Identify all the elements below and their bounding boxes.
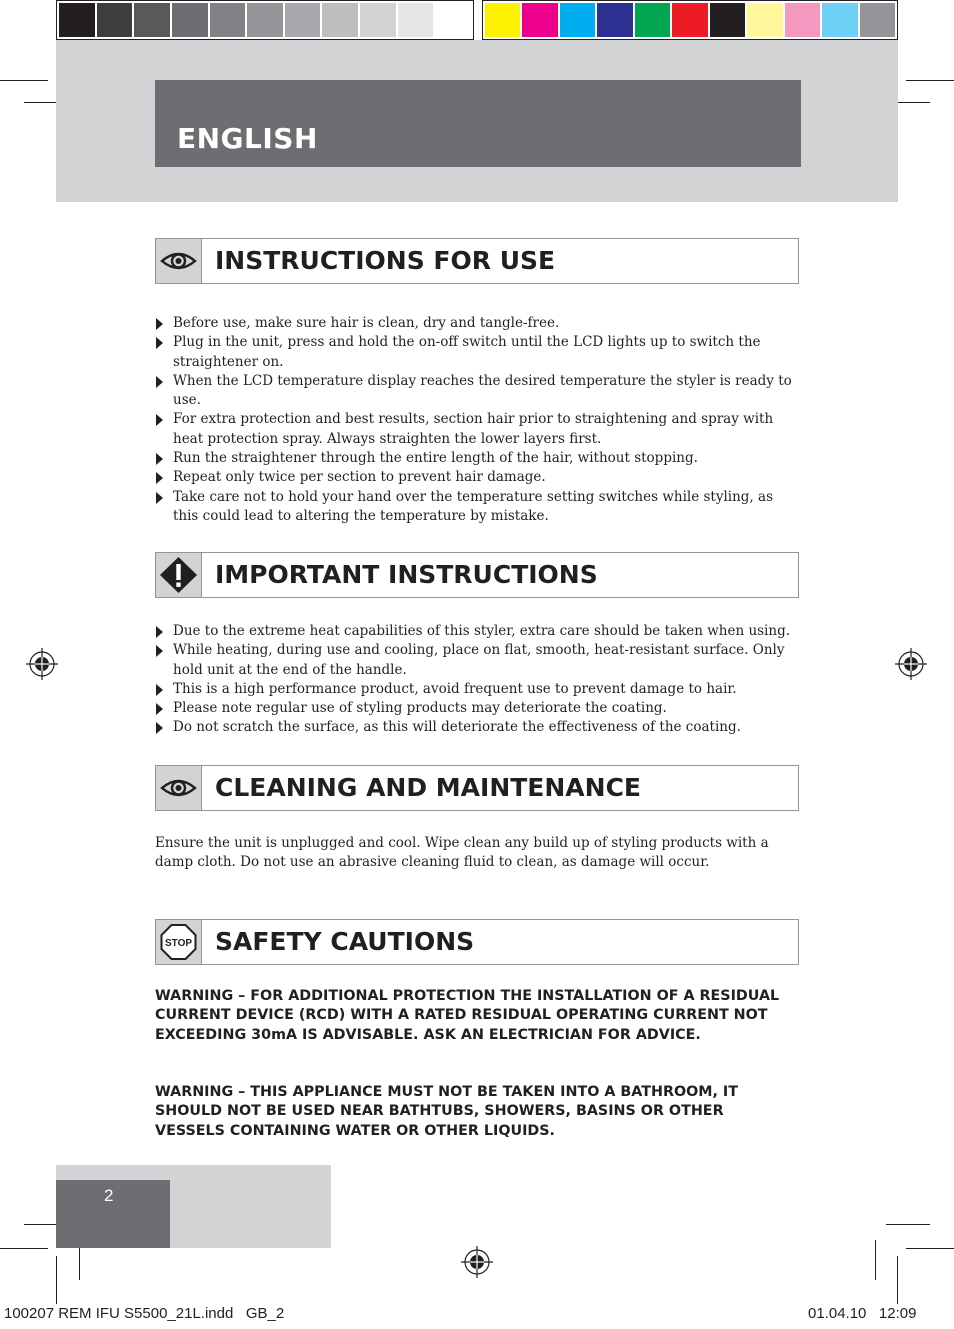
list-item: Take care not to hold your hand over the temperature setting switches while styling, as this could lead to altering the temperature by mistake. xyxy=(155,488,795,527)
color-swatch xyxy=(321,2,359,38)
color-swatch xyxy=(58,2,96,38)
color-swatch xyxy=(784,2,821,38)
color-swatch xyxy=(634,2,671,38)
list-item: Do not scratch the surface, as this will deteriorate the effectiveness of the coating. xyxy=(155,718,795,737)
registration-mark-icon xyxy=(26,648,58,680)
color-swatch xyxy=(859,2,896,38)
bullet-arrow-icon xyxy=(156,626,163,638)
cleaning-text: Ensure the unit is unplugged and cool. Wipe clean any build up of styling products with a damp cloth. Do not use an abrasive cleaning fluid to clean, as damage will occur. xyxy=(155,835,769,871)
section-header-cleaning xyxy=(155,765,799,811)
color-swatch xyxy=(559,2,596,38)
color-swatch xyxy=(484,2,521,38)
color-swatch xyxy=(821,2,858,38)
instructions-list xyxy=(155,314,795,526)
list-item: This is a high performance product, avoid frequent use to prevent damage to hair. xyxy=(155,680,795,699)
registration-mark-icon xyxy=(895,648,927,680)
list-item: Plug in the unit, press and hold the on-off switch until the LCD lights up to switch the straightener on. xyxy=(155,333,795,372)
section-header-instructions xyxy=(155,238,799,284)
important-list xyxy=(155,622,795,738)
color-swatch xyxy=(397,2,435,38)
section-title: INSTRUCTIONS FOR USE xyxy=(215,246,556,275)
bullet-arrow-icon xyxy=(156,722,163,734)
bullet-arrow-icon xyxy=(156,645,163,657)
list-item: While heating, during use and cooling, place on flat, smooth, heat-resistant surface. Only hold unit at the end of the handle. xyxy=(155,641,795,680)
file-slug: 100207 REM IFU S5500_21L.indd GB_2 xyxy=(4,1305,285,1322)
date-time-slug: 01.04.10 12:09 xyxy=(808,1305,917,1322)
bullet-arrow-icon xyxy=(156,318,163,330)
page-number: 2 xyxy=(104,1186,114,1205)
list-item: Repeat only twice per section to prevent hair damage. xyxy=(155,468,795,487)
list-item: Before use, make sure hair is clean, dry and tangle-free. xyxy=(155,314,795,333)
eye-icon xyxy=(156,239,201,283)
color-swatch xyxy=(171,2,209,38)
section-title: SAFETY CAUTIONS xyxy=(215,927,475,956)
color-swatch xyxy=(434,2,472,38)
page-title: ENGLISH xyxy=(177,122,318,155)
color-swatch xyxy=(359,2,397,38)
bullet-arrow-icon xyxy=(156,376,163,388)
bullet-arrow-icon xyxy=(156,337,163,349)
color-swatch xyxy=(246,2,284,38)
section-header-important xyxy=(155,552,799,598)
section-title: IMPORTANT INSTRUCTIONS xyxy=(215,560,598,589)
color-swatch xyxy=(96,2,134,38)
list-item: Run the straightener through the entire length of the hair, without stopping. xyxy=(155,449,795,468)
bullet-arrow-icon xyxy=(156,472,163,484)
section-title: CLEANING AND MAINTENANCE xyxy=(215,773,642,802)
warning-rcd: WARNING – FOR ADDITIONAL PROTECTION THE INSTALLATION OF A RESIDUAL CURRENT DEVICE (RCD) WITH A RATED RESIDUAL OPERATING CURRENT NOT EXCEEDING 30mA IS ADVISABLE. ASK AN ELECTRICIAN FOR ADVICE. xyxy=(155,988,780,1043)
color-swatch xyxy=(746,2,783,38)
bullet-arrow-icon xyxy=(156,453,163,465)
warning-bathroom: WARNING – THIS APPLIANCE MUST NOT BE TAKEN INTO A BATHROOM, IT SHOULD NOT BE USED NEAR BATHTUBS, SHOWERS, BASINS OR OTHER VESSELS CONTAINING WATER OR OTHER LIQUIDS. xyxy=(155,1084,738,1139)
color-swatch xyxy=(521,2,558,38)
color-swatch xyxy=(709,2,746,38)
list-item: When the LCD temperature display reaches the desired temperature the styler is ready to use. xyxy=(155,372,795,411)
color-swatch xyxy=(596,2,633,38)
exclamation-icon xyxy=(156,553,201,597)
bullet-arrow-icon xyxy=(156,684,163,696)
list-item: For extra protection and best results, section hair prior to straightening and spray with heat protection spray. Always straighten the lower layers first. xyxy=(155,410,795,449)
bullet-arrow-icon xyxy=(156,492,163,504)
color-swatch xyxy=(209,2,247,38)
color-swatch xyxy=(133,2,171,38)
section-header-safety xyxy=(155,919,799,965)
color-swatch xyxy=(284,2,322,38)
bullet-arrow-icon xyxy=(156,414,163,426)
list-item: Due to the extreme heat capabilities of this styler, extra care should be taken when using. xyxy=(155,622,795,641)
color-swatch xyxy=(671,2,708,38)
bullet-arrow-icon xyxy=(156,703,163,715)
stop-sign-icon xyxy=(156,920,201,964)
list-item: Please note regular use of styling products may deteriorate the coating. xyxy=(155,699,795,718)
eye-icon xyxy=(156,766,201,810)
stop-label: STOP xyxy=(164,938,193,949)
registration-mark-icon xyxy=(461,1246,493,1278)
